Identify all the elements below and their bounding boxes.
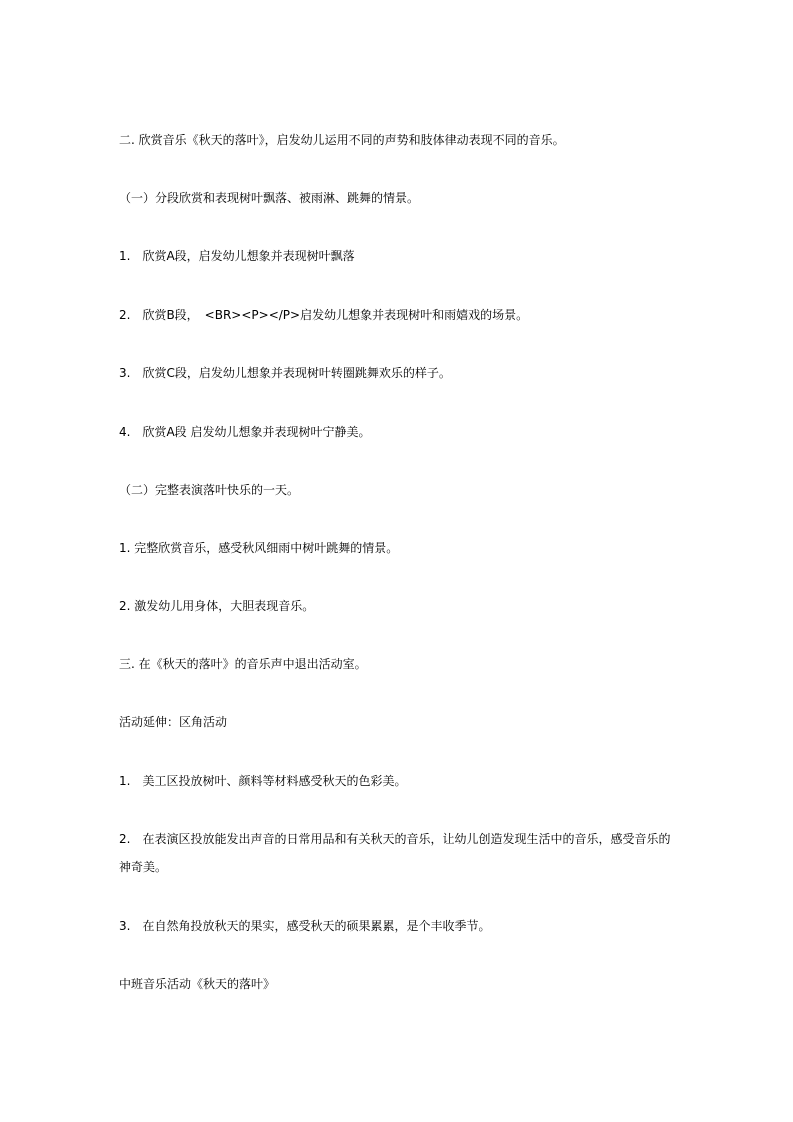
extension-item-3-text: 3. 在自然角投放秋天的果实，感受秋天的硕果累累，是个丰收季节。 (119, 919, 491, 933)
step-4-text: 4. 欣赏A段 启发幼儿想象并表现树叶宁静美。 (119, 425, 371, 439)
subsection-two-heading: （二）完整表演落叶快乐的一天。 (119, 483, 300, 497)
complete-step-2-text: 2. 激发幼儿用身体，大胆表现音乐。 (119, 599, 315, 613)
section-three-heading: 三. 在《秋天的落叶》的音乐声中退出活动室。 (119, 657, 367, 671)
section-two-heading: 二. 欣赏音乐《秋天的落叶》，启发幼儿运用不同的声势和肢体律动表现不同的音乐。 (119, 133, 565, 147)
complete-step-1-text: 1. 完整欣赏音乐，感受秋风细雨中树叶跳舞的情景。 (119, 541, 399, 555)
step-1-text: 1. 欣赏A段，启发幼儿想象并表现树叶飘落 (119, 249, 355, 263)
extension-item-1-text: 1. 美工区投放树叶、颜料等材料感受秋天的色彩美。 (119, 774, 407, 788)
activity-extension-heading: 活动延伸：区角活动 (119, 715, 228, 729)
extension-item-2-text: 2. 在表演区投放能发出声音的日常用品和有关秋天的音乐，让幼儿创造发现生活中的音乐，感受音乐的神奇美。 (119, 832, 671, 874)
activity-title: 中班音乐活动《秋天的落叶》 (119, 977, 276, 991)
step-2-text: 2. 欣赏B段， <BR><P></P>启发幼儿想象并表现树叶和雨嬉戏的场景。 (119, 308, 529, 322)
subsection-one-heading: （一）分段欣赏和表现树叶飘落、被雨淋、跳舞的情景。 (119, 191, 420, 205)
step-3-text: 3. 欣赏C段，启发幼儿想象并表现树叶转圈跳舞欢乐的样子。 (119, 366, 451, 380)
